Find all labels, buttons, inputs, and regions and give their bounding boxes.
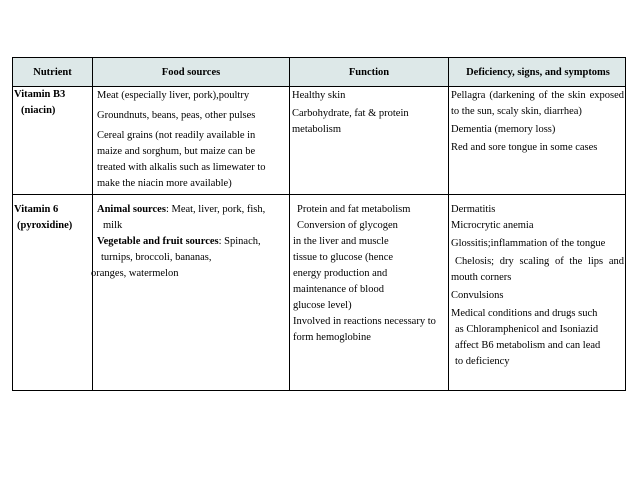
function-line: tissue to glucose (hence	[293, 252, 394, 263]
function-line: Carbohydrate, fat & protein	[292, 108, 409, 119]
nutrient-name: Vitamin B3	[14, 89, 66, 100]
food-line: turnips, broccoli, bananas,	[101, 252, 212, 263]
row1-function	[292, 88, 446, 138]
nutrient-table	[12, 57, 626, 391]
function-line: energy production and	[293, 268, 388, 279]
deficiency-line: Convulsions	[451, 290, 504, 301]
food-line: Groundnuts, beans, peas, other pulses	[97, 110, 256, 121]
function-line: metabolism	[292, 124, 341, 135]
animal-sources-label: Animal sources	[97, 204, 166, 215]
deficiency-line: affect B6 metabolism and can lead	[455, 340, 601, 351]
deficiency-line: Pellagra (darkening of the skin exposed	[451, 90, 624, 101]
deficiency-line: mouth corners	[451, 272, 512, 283]
deficiency-line: Red and sore tongue in some cases	[451, 142, 598, 153]
column-divider	[289, 58, 290, 390]
row1-deficiency	[451, 88, 624, 156]
nutrient-alt-name: (niacin)	[21, 105, 56, 116]
function-line: Conversion of glycogen	[297, 220, 398, 231]
function-line: Involved in reactions necessary to	[293, 316, 436, 327]
deficiency-line: Dementia (memory loss)	[451, 124, 556, 135]
row2-food-sources	[91, 202, 287, 282]
header-nutrient: Nutrient	[33, 66, 72, 78]
row-divider	[13, 194, 625, 195]
vegetable-sources-text: : Spinach,	[218, 236, 261, 247]
header-food-sources: Food sources	[161, 66, 221, 78]
header-deficiency: Deficiency, signs, and symptoms	[466, 66, 610, 78]
function-line: Protein and fat metabolism	[297, 204, 411, 215]
vegetable-sources-label: Vegetable and fruit sources	[97, 236, 219, 247]
deficiency-line: Chelosis; dry scaling of the lips and	[455, 256, 624, 267]
deficiency-line: Dermatitis	[451, 204, 496, 215]
deficiency-line: as Chloramphenicol and Isoniazid	[455, 324, 599, 335]
function-line: maintenance of blood	[293, 284, 384, 295]
column-divider	[92, 58, 93, 390]
header-function: Function	[348, 66, 390, 78]
row2-deficiency	[451, 202, 624, 370]
food-line: maize and sorghum, but maize can be	[97, 146, 256, 157]
food-line: Meat (especially liver, pork),poultry	[97, 90, 250, 101]
food-line: make the niacin more available)	[97, 178, 232, 189]
animal-sources-text: : Meat, liver, pork, fish,	[165, 204, 266, 215]
function-line: Healthy skin	[292, 90, 346, 101]
row1-food-sources	[97, 88, 287, 192]
row1-nutrient	[14, 87, 91, 119]
deficiency-line: Microcrytic anemia	[451, 220, 534, 231]
function-line: form hemoglobine	[293, 332, 371, 343]
deficiency-line: to deficiency	[455, 356, 510, 367]
function-line: in the liver and muscle	[293, 236, 389, 247]
row2-nutrient	[14, 202, 91, 234]
nutrient-alt-name: (pyroxidine)	[17, 220, 73, 231]
row2-function	[293, 202, 447, 346]
deficiency-line: Medical conditions and drugs such	[451, 308, 598, 319]
food-line: treated with alkalis such as limewater to	[97, 162, 266, 173]
column-divider	[448, 58, 449, 390]
food-line: oranges, watermelon	[91, 268, 179, 279]
deficiency-line: to the sun, scaly skin, diarrhea)	[451, 106, 582, 117]
food-line: Cereal grains (not readily available in	[97, 130, 256, 141]
nutrient-name: Vitamin 6	[14, 204, 59, 215]
deficiency-line: Glossitis;inflammation of the tongue	[451, 238, 606, 249]
function-line: glucose level)	[293, 300, 352, 311]
food-line: milk	[103, 220, 123, 231]
